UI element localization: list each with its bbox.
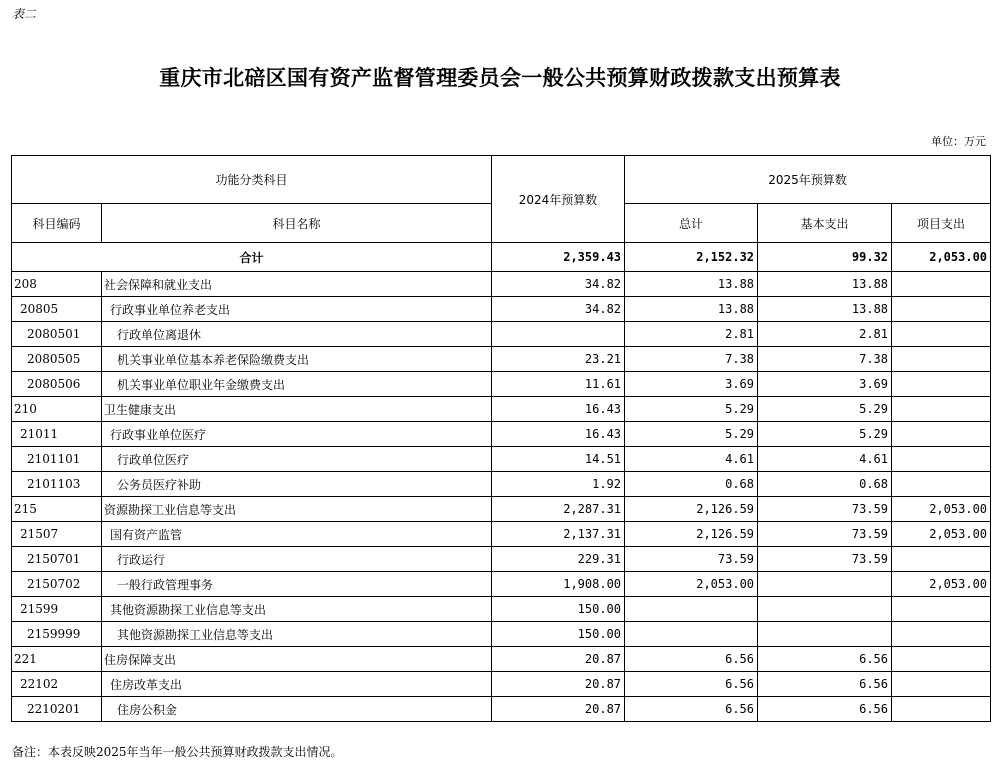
table-number-tag: 表二 — [12, 7, 37, 21]
row-total: 6.56 — [625, 672, 758, 697]
row-total: 0.68 — [625, 472, 758, 497]
row-code: 22102 — [12, 672, 102, 697]
row-code: 2210201 — [12, 697, 102, 722]
row-name: 社会保障和就业支出 — [102, 272, 492, 297]
total-total: 2,152.32 — [625, 243, 758, 272]
row-prev-budget: 34.82 — [492, 272, 625, 297]
total-header: 总计 — [625, 204, 758, 243]
table-row — [12, 672, 991, 697]
row-project — [892, 272, 991, 297]
row-basic: 0.68 — [758, 472, 892, 497]
row-code: 208 — [12, 272, 102, 297]
budget-table — [11, 155, 991, 722]
row-prev-budget: 150.00 — [492, 597, 625, 622]
row-basic: 73.59 — [758, 497, 892, 522]
code-header: 科目编码 — [12, 204, 102, 243]
total-label: 合计 — [12, 243, 492, 272]
row-prev-budget: 229.31 — [492, 547, 625, 572]
row-name: 机关事业单位基本养老保险缴费支出 — [102, 347, 492, 372]
row-total: 2,126.59 — [625, 497, 758, 522]
row-prev-budget: 16.43 — [492, 397, 625, 422]
row-prev-budget: 11.61 — [492, 372, 625, 397]
table-row — [12, 322, 991, 347]
row-prev-budget: 14.51 — [492, 447, 625, 472]
footnote: 备注：本表反映2025年当年一般公共预算财政拨款支出情况。 — [12, 745, 343, 759]
row-prev-budget: 23.21 — [492, 347, 625, 372]
row-prev-budget: 2,137.31 — [492, 522, 625, 547]
row-total: 2,126.59 — [625, 522, 758, 547]
table-row — [12, 372, 991, 397]
row-total: 2.81 — [625, 322, 758, 347]
row-code: 21011 — [12, 422, 102, 447]
row-prev-budget: 1,908.00 — [492, 572, 625, 597]
table-row — [12, 422, 991, 447]
row-code: 221 — [12, 647, 102, 672]
row-name: 行政运行 — [102, 547, 492, 572]
row-total: 7.38 — [625, 347, 758, 372]
project-header: 项目支出 — [892, 204, 991, 243]
page-title: 重庆市北碚区国有资产监督管理委员会一般公共预算财政拨款支出预算表 — [159, 66, 841, 90]
row-basic: 2.81 — [758, 322, 892, 347]
row-code: 20805 — [12, 297, 102, 322]
row-name: 国有资产监管 — [102, 522, 492, 547]
row-name: 其他资源勘探工业信息等支出 — [102, 597, 492, 622]
row-name: 住房公积金 — [102, 697, 492, 722]
row-name: 行政单位医疗 — [102, 447, 492, 472]
row-project — [892, 297, 991, 322]
table-row — [12, 447, 991, 472]
cur-budget-header: 2025年预算数 — [625, 156, 991, 204]
row-basic: 3.69 — [758, 372, 892, 397]
row-prev-budget: 20.87 — [492, 697, 625, 722]
row-basic: 4.61 — [758, 447, 892, 472]
row-code: 2150701 — [12, 547, 102, 572]
table-row — [12, 597, 991, 622]
row-project: 2,053.00 — [892, 522, 991, 547]
row-name: 卫生健康支出 — [102, 397, 492, 422]
row-project — [892, 697, 991, 722]
row-prev-budget: 34.82 — [492, 297, 625, 322]
row-code: 2080501 — [12, 322, 102, 347]
row-project — [892, 597, 991, 622]
row-code: 2101103 — [12, 472, 102, 497]
table-row — [12, 522, 991, 547]
row-code: 2080505 — [12, 347, 102, 372]
table-row — [12, 647, 991, 672]
row-project — [892, 447, 991, 472]
total-basic: 99.32 — [758, 243, 892, 272]
row-project — [892, 372, 991, 397]
row-code: 2150702 — [12, 572, 102, 597]
row-project: 2,053.00 — [892, 497, 991, 522]
total-project: 2,053.00 — [892, 243, 991, 272]
category-header: 功能分类科目 — [12, 156, 492, 204]
table-row — [12, 547, 991, 572]
row-name: 行政事业单位医疗 — [102, 422, 492, 447]
table-row — [12, 397, 991, 422]
row-code: 215 — [12, 497, 102, 522]
row-name: 机关事业单位职业年金缴费支出 — [102, 372, 492, 397]
table-row — [12, 697, 991, 722]
table-row — [12, 572, 991, 597]
row-project: 2,053.00 — [892, 572, 991, 597]
row-project — [892, 672, 991, 697]
name-header: 科目名称 — [102, 204, 492, 243]
row-total: 4.61 — [625, 447, 758, 472]
row-name: 公务员医疗补助 — [102, 472, 492, 497]
total-row — [12, 243, 991, 272]
row-basic: 5.29 — [758, 397, 892, 422]
table-row — [12, 297, 991, 322]
row-total — [625, 597, 758, 622]
row-name: 住房改革支出 — [102, 672, 492, 697]
row-basic — [758, 572, 892, 597]
row-total — [625, 622, 758, 647]
row-total: 73.59 — [625, 547, 758, 572]
row-name: 一般行政管理事务 — [102, 572, 492, 597]
row-name: 资源勘探工业信息等支出 — [102, 497, 492, 522]
row-basic: 73.59 — [758, 547, 892, 572]
basic-header: 基本支出 — [758, 204, 892, 243]
row-name: 行政单位离退休 — [102, 322, 492, 347]
row-project — [892, 422, 991, 447]
table-row — [12, 347, 991, 372]
row-code: 210 — [12, 397, 102, 422]
table-row — [12, 622, 991, 647]
row-prev-budget: 150.00 — [492, 622, 625, 647]
row-prev-budget: 20.87 — [492, 647, 625, 672]
row-code: 21599 — [12, 597, 102, 622]
row-prev-budget: 2,287.31 — [492, 497, 625, 522]
row-basic: 6.56 — [758, 672, 892, 697]
row-name: 其他资源勘探工业信息等支出 — [102, 622, 492, 647]
row-basic: 6.56 — [758, 697, 892, 722]
row-project — [892, 647, 991, 672]
row-name: 行政事业单位养老支出 — [102, 297, 492, 322]
header-row-1 — [12, 156, 991, 204]
row-project — [892, 547, 991, 572]
table-row — [12, 472, 991, 497]
row-project — [892, 347, 991, 372]
row-basic: 7.38 — [758, 347, 892, 372]
row-total: 3.69 — [625, 372, 758, 397]
row-basic — [758, 597, 892, 622]
row-basic: 13.88 — [758, 297, 892, 322]
unit-label: 单位：万元 — [931, 135, 986, 148]
row-basic: 6.56 — [758, 647, 892, 672]
row-project — [892, 622, 991, 647]
row-code: 2080506 — [12, 372, 102, 397]
row-basic: 13.88 — [758, 272, 892, 297]
row-basic — [758, 622, 892, 647]
row-basic: 73.59 — [758, 522, 892, 547]
row-total: 5.29 — [625, 397, 758, 422]
table-row — [12, 272, 991, 297]
row-code: 2159999 — [12, 622, 102, 647]
row-project — [892, 472, 991, 497]
row-prev-budget: 1.92 — [492, 472, 625, 497]
row-project — [892, 322, 991, 347]
total-prev: 2,359.43 — [492, 243, 625, 272]
row-project — [892, 397, 991, 422]
row-total: 13.88 — [625, 272, 758, 297]
row-total: 5.29 — [625, 422, 758, 447]
row-prev-budget — [492, 322, 625, 347]
prev-budget-header: 2024年预算数 — [492, 156, 625, 243]
row-total: 13.88 — [625, 297, 758, 322]
row-total: 6.56 — [625, 647, 758, 672]
row-prev-budget: 16.43 — [492, 422, 625, 447]
table-row — [12, 497, 991, 522]
row-code: 21507 — [12, 522, 102, 547]
row-total: 6.56 — [625, 697, 758, 722]
row-prev-budget: 20.87 — [492, 672, 625, 697]
row-name: 住房保障支出 — [102, 647, 492, 672]
row-total: 2,053.00 — [625, 572, 758, 597]
row-code: 2101101 — [12, 447, 102, 472]
row-basic: 5.29 — [758, 422, 892, 447]
